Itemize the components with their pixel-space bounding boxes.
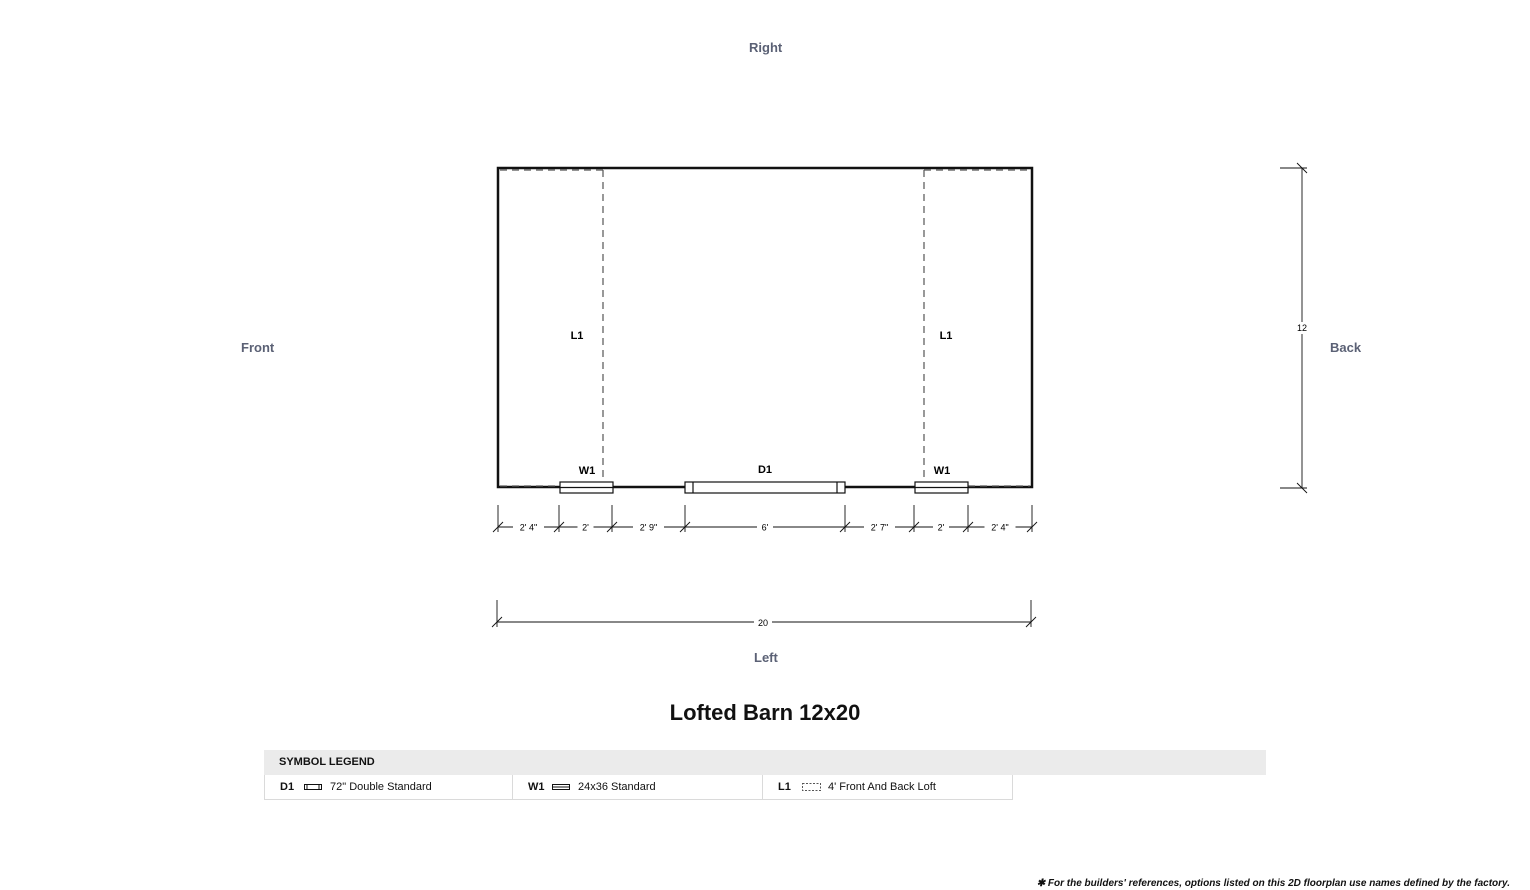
side-label-right: Right [749, 40, 783, 55]
door-symbol-icon [304, 783, 330, 791]
segment-dimension-label: 2' 4" [991, 522, 1009, 533]
symbol-legend [264, 750, 1266, 800]
legend-code: W1 [528, 781, 545, 793]
window-front [560, 482, 613, 493]
segment-dimension-label: 2' [937, 522, 945, 533]
legend-row [264, 775, 1015, 800]
door-label: D1 [757, 464, 773, 476]
window-label-front: W1 [578, 465, 596, 477]
total-length-label: 20 [757, 618, 769, 628]
legend-label: 4' Front And Back Loft [828, 781, 936, 793]
building-outline [498, 168, 1032, 487]
window-label-back: W1 [933, 465, 951, 477]
legend-label: 72" Double Standard [330, 781, 432, 793]
plan-title: Lofted Barn 12x20 [669, 700, 861, 725]
loft-symbol-icon [802, 782, 828, 792]
segment-dimension-label: 6' [761, 522, 769, 533]
legend-code: L1 [778, 781, 791, 793]
legend-code: D1 [280, 781, 295, 793]
legend-item-window [513, 775, 763, 800]
segment-dimension-labels [513, 521, 1016, 533]
legend-label: 24x36 Standard [578, 781, 656, 793]
legend-heading: SYMBOL LEGEND [264, 750, 1266, 775]
legend-item-door [264, 775, 513, 800]
loft-back-outline [924, 170, 1030, 486]
segment-dimension-label: 2' [582, 522, 589, 533]
segment-dimension-label: 2' 7" [870, 522, 889, 533]
window-symbol-icon [552, 783, 578, 791]
door-double [685, 482, 845, 493]
segment-dimension-label: 2' 9" [639, 522, 658, 533]
loft-label-back: L1 [939, 330, 953, 342]
window-back [915, 482, 968, 493]
legend-item-loft [763, 775, 1013, 800]
loft-front-outline [500, 170, 603, 486]
segment-dimension-label: 2' 4" [519, 522, 538, 533]
total-width-label: 12 [1296, 323, 1308, 333]
loft-label-front: L1 [570, 330, 584, 342]
side-label-front: Front [241, 340, 275, 355]
footnote: ✱ For the builders' references, options listed on this 2D floorplan use names defined by the factory. [1036, 878, 1510, 889]
side-label-left: Left [754, 650, 778, 665]
side-label-back: Back [1330, 340, 1362, 355]
